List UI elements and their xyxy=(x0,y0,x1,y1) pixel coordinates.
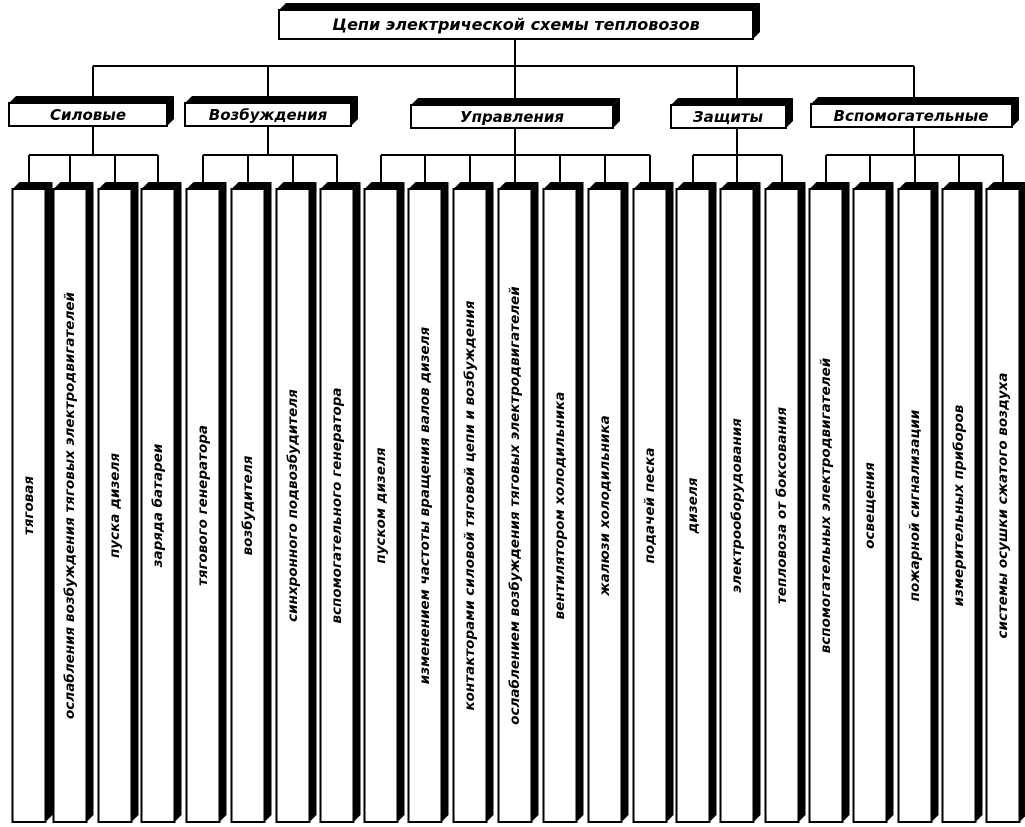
title-box xyxy=(279,3,760,39)
leaf-label: пожарной сигнализации xyxy=(907,409,923,602)
leaf-label: вспомогательных электродвигателей xyxy=(818,357,834,654)
leaf-box-power-2 xyxy=(54,182,94,822)
leaf-box-power-1 xyxy=(13,182,53,822)
leaf-box-auxiliary-2 xyxy=(854,182,894,822)
category-label-excitation: Возбуждения xyxy=(208,106,328,124)
leaf-label: изменением частоты вращения валов дизеля xyxy=(417,326,433,685)
leaf-label: подачей песка xyxy=(642,447,658,564)
leaf-box-excitation-3 xyxy=(277,182,317,822)
leaf-label: системы осушки сжатого воздуха xyxy=(995,372,1011,639)
leaf-box-excitation-2 xyxy=(232,182,272,822)
leaf-label: измерительных приборов xyxy=(951,404,967,607)
leaf-box-control-4 xyxy=(499,182,539,822)
leaf-label: пуска дизеля xyxy=(107,452,123,559)
leaf-box-excitation-1 xyxy=(187,182,227,822)
category-box-auxiliary xyxy=(811,97,1019,127)
leaf-label: тяговая xyxy=(21,475,37,536)
leaf-label: тягового генератора xyxy=(195,424,211,587)
leaf-label: заряда батареи xyxy=(150,443,166,568)
leaf-box-control-6 xyxy=(589,182,629,822)
leaf-box-control-7 xyxy=(634,182,674,822)
leaf-label: тепловоза от боксования xyxy=(774,407,790,604)
leaf-box-control-1 xyxy=(365,182,405,822)
leaf-box-protection-2 xyxy=(721,182,761,822)
category-box-excitation xyxy=(185,96,358,126)
leaf-columns xyxy=(13,182,1025,822)
category-label-auxiliary: Вспомогательные xyxy=(833,107,989,125)
category-box-protection xyxy=(671,98,793,128)
leaf-label: синхронного подвозбудителя xyxy=(285,389,301,622)
leaf-label: контакторами силовой тяговой цепи и возбуждения xyxy=(462,300,478,711)
category-label-control: Управления xyxy=(460,108,564,126)
leaf-box-control-2 xyxy=(409,182,449,822)
leaf-label: электрооборудования xyxy=(729,418,745,593)
leaf-box-auxiliary-3 xyxy=(899,182,939,822)
leaf-box-control-3 xyxy=(454,182,494,822)
leaf-box-auxiliary-5 xyxy=(987,182,1025,822)
leaf-box-control-5 xyxy=(544,182,584,822)
leaf-label: дизеля xyxy=(685,477,701,534)
leaf-label: жалюзи холодильника xyxy=(597,415,613,596)
leaf-label: ослабления возбуждения тяговых электродвигателей xyxy=(62,292,78,719)
leaf-label: ослаблением возбуждения тяговых электродвигателей xyxy=(507,286,523,725)
category-label-power: Силовые xyxy=(49,106,127,124)
leaf-box-auxiliary-4 xyxy=(943,182,983,822)
category-label-protection: Защиты xyxy=(692,108,764,126)
leaf-label: возбудителя xyxy=(240,455,256,556)
category-box-power xyxy=(9,96,174,126)
leaf-box-power-3 xyxy=(99,182,139,822)
leaf-box-power-4 xyxy=(142,182,182,822)
category-box-control xyxy=(411,98,620,128)
leaf-label: пуском дизеля xyxy=(373,447,389,564)
leaf-label: вентилятором холодильника xyxy=(552,391,568,620)
leaf-box-protection-3 xyxy=(766,182,806,822)
diagram-title: Цепи электрической схемы тепловозов xyxy=(332,15,700,34)
leaf-box-auxiliary-1 xyxy=(810,182,850,822)
leaf-label: вспомогательного генератора xyxy=(329,387,345,624)
leaf-box-excitation-4 xyxy=(321,182,361,822)
leaf-label: освещения xyxy=(862,462,878,549)
leaf-box-protection-1 xyxy=(677,182,717,822)
